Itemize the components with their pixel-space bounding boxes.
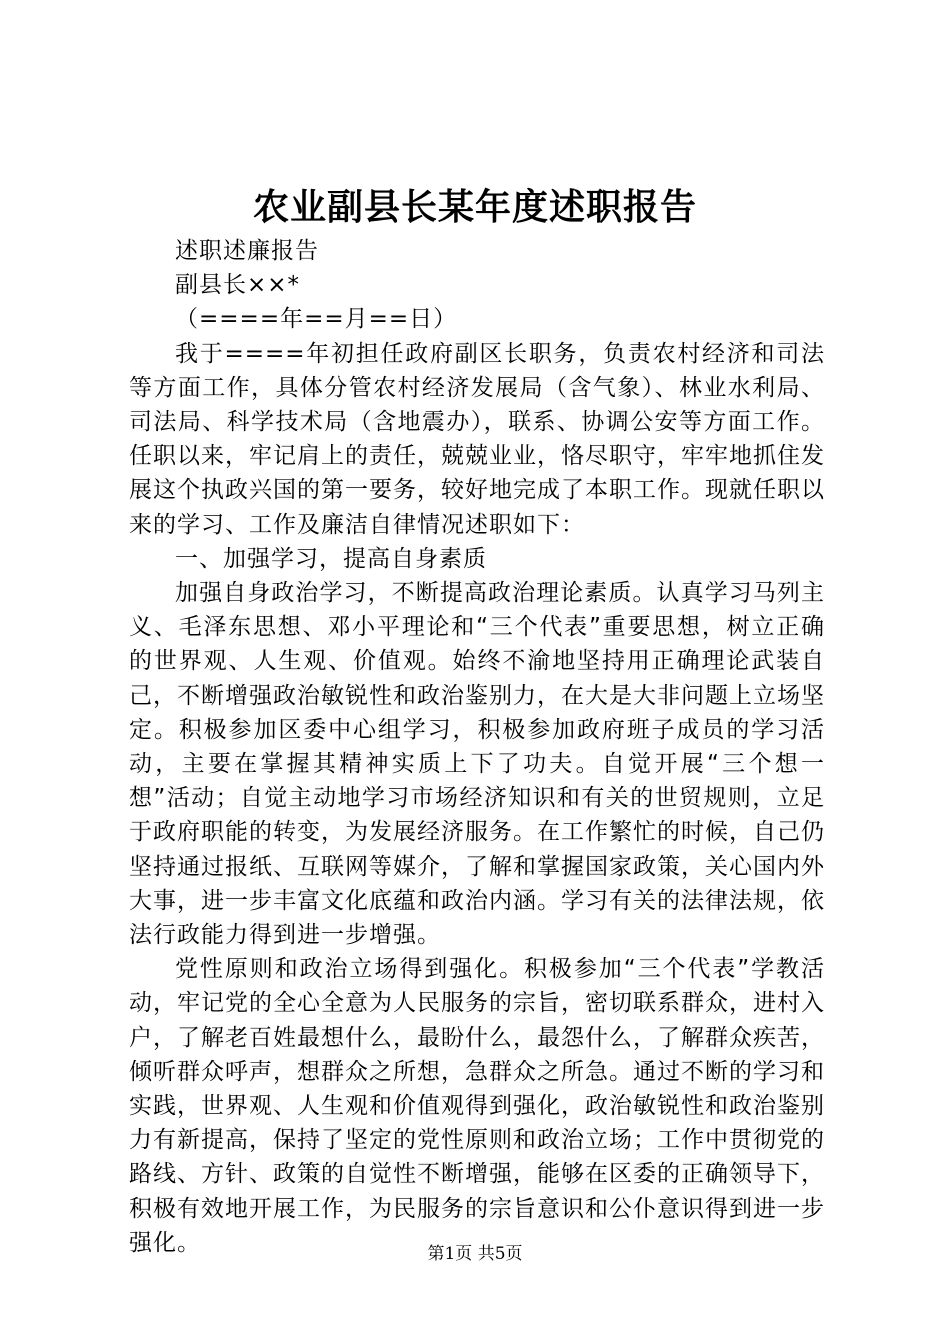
page-footer: 第1页 共5页 [427, 1244, 523, 1264]
section-heading: 一、加强学习，提高自身素质 [175, 545, 487, 572]
body-paragraph: 党性原则和政治立场得到强化。积极参加“三个代表”学教活动，牢记党的全心全意为人民服务的宗旨，密切联系群众，进村入户，了解老百姓最想什么，最盼什么，最怨什么，了解群众疾苦，倾听群众呼声，想群众之所想，急群众之所急。通过不断的学习和实践，世界观、人生观和价值观得到强化，政治敏锐性和政治鉴别力有新提高，保持了坚定的党性原则和政治立场；工作中贯彻党的路线、方针、政策的自觉性不断增强，能够在区委的正确领导下，积极有效地开展工作，为民服务的宗旨意识和公仆意识得到进一步强化。 [129, 956, 825, 1256]
subtitle-report-type: 述职述廉报告 [175, 238, 319, 264]
document-title: 农业副县长某年度述职报告 [252, 186, 697, 228]
date-line: （====年==月==日） [175, 306, 458, 333]
body-paragraph: 加强自身政治学习，不断提高政治理论素质。认真学习马列主义、毛泽东思想、邓小平理论和“三个代表”重要思想，树立正确的世界观、人生观、价值观。始终不渝地坚持用正确理论武装自己，不断增强政治敏锐性和政治鉴别力，在大是大非问题上立场坚定。积极参加区委中心组学习，积极参加政府班子成员的学习活动，主要在掌握其精神实质上下了功夫。自觉开展“三个想一想”活动；自觉主动地学习市场经济知识和有关的世贸规则，立足于政府职能的转变，为发展经济服务。在工作繁忙的时候，自己仍坚持通过报纸、互联网等媒介，了解和掌握国家政策，关心国内外大事，进一步丰富文化底蕴和政治内涵。学习有关的法律法规，依法行政能力得到进一步增强。 [129, 580, 825, 949]
document-body [129, 234, 825, 1260]
author-line: 副县长××* [175, 272, 301, 299]
intro-paragraph: 我于====年初担任政府副区长职务，负责农村经济和司法等方面工作，具体分管农村经济发展局（含气象）、林业水利局、司法局、科学技术局（含地震办），联系、协调公安等方面工作。任职以来，牢记肩上的责任，兢兢业业，恪尽职守，牢牢地抓住发展这个执政兴国的第一要务，较好地完成了本职工作。现就任职以来的学习、工作及廉洁自律情况述职如下： [129, 340, 825, 538]
